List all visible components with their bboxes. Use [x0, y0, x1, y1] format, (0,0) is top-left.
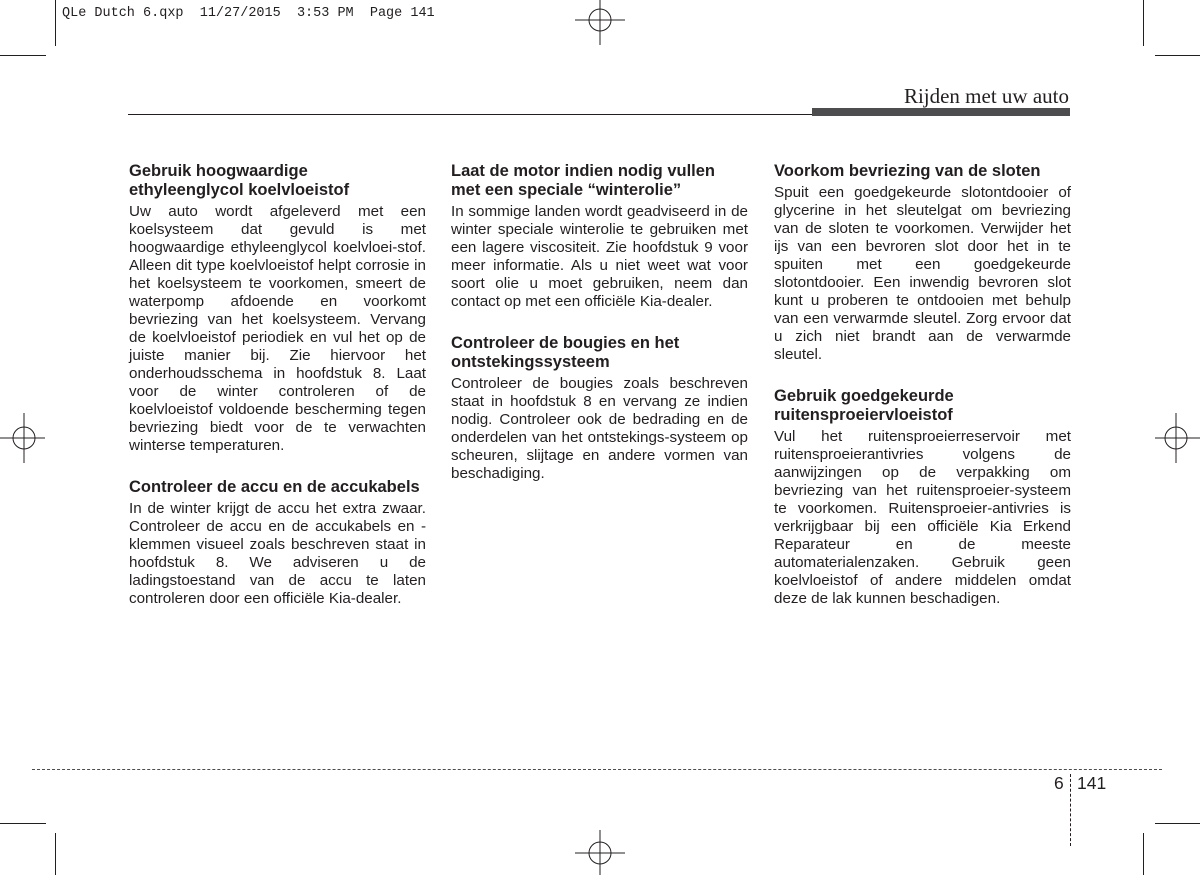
registration-mark-left [0, 413, 45, 463]
footer-rule [32, 769, 1162, 770]
section-heading: Gebruik hoogwaardige ethyleenglycol koelvloeistof [129, 162, 350, 199]
column-2 [451, 162, 748, 506]
print-header: QLe Dutch 6.qxp 11/27/2015 3:53 PM Page 141 [62, 6, 435, 21]
page-number: 141 [1077, 773, 1107, 793]
registration-mark-right [1155, 413, 1200, 463]
section-spark-plugs [451, 334, 748, 483]
chapter-title: Rijden met uw auto [903, 84, 1069, 108]
header-accent-bar [812, 108, 1070, 116]
page-number-divider [1070, 774, 1071, 846]
section-heading: Laat de motor indien nodig vullen met een speciale “winterolie” [451, 162, 716, 199]
registration-mark-bottom [575, 830, 625, 875]
section-body: Vul het ruitensproeierreservoir met ruitensproeierantivries volgens de aanwijzingen op de verpakking om bevriezing van het ruitensproeier-systeem te voorkomen. Ruitensproeier-antivries is verkrijgbaar bij een officiële Kia Erkend Reparateur en de meeste automaterialenzaken. Gebruik geen koelvloeistof of andere middelen omdat deze de lak kunnen beschadigen. [774, 428, 1071, 607]
section-coolant [129, 162, 426, 455]
section-body: Uw auto wordt afgeleverd met een koelsysteem dat gevuld is met hoogwaardige ethyleenglycol koelvloei-stof. Alleen dit type koelvloeistof helpt corrosie in het koelsysteem te voorkomen, smeert de waterpomp afdoende en voorkomt bevriezing van het koelsysteem. Vervang de koelvloeistof periodiek en vul het op de juiste manier bij. Zie hiervoor het onderhoudsschema in hoofdstuk 8. Laat voor de winter controleren of de koelvloeistof voldoende bescherming tegen bevriezing biedt voor de te verwachten winterse temperaturen. [129, 203, 426, 454]
registration-mark-top [575, 0, 625, 45]
section-body: Controleer de bougies zoals beschreven staat in hoofdstuk 8 en vervang ze indien nodig. Controleer ook de bedrading en de onderdelen van het ontstekings-systeem op scheuren, slijtage en andere vormen van beschadiging. [451, 375, 748, 482]
section-heading: Controleer de accu en de accukabels [129, 478, 420, 496]
column-1 [129, 162, 426, 631]
section-heading: Controleer de bougies en het ontstekingssysteem [451, 334, 680, 371]
column-3 [774, 162, 1071, 631]
section-battery [129, 478, 426, 608]
section-locks [774, 162, 1071, 364]
section-winter-oil [451, 162, 748, 311]
section-washer-fluid [774, 387, 1071, 608]
section-heading: Gebruik goedgekeurde ruitensproeiervloeistof [774, 387, 954, 424]
chapter-number: 6 [1054, 773, 1064, 793]
section-body: In de winter krijgt de accu het extra zwaar. Controleer de accu en de accukabels en -klemmen visueel zoals beschreven staat in hoofdstuk 8. We adviseren u de ladingstoestand van de accu te laten controleren door een officiële Kia-dealer. [129, 500, 426, 607]
section-heading: Voorkom bevriezing van de sloten [774, 162, 1041, 180]
section-body: Spuit een goedgekeurde slotontdooier of glycerine in het sleutelgat om bevriezing van de sloten te voorkomen. Verwijder het ijs van een bevroren slot door het in te spuiten met een goedgekeurde slotontdooier. Een inwendig bevroren slot kunt u proberen te ontdooien met behulp van een verwarmde sleutel. Zorg ervoor dat u zich niet brandt aan de verwarmde sleutel. [774, 184, 1071, 363]
section-body: In sommige landen wordt geadviseerd in de winter speciale winterolie te gebruiken met een lagere viscositeit. Zie hoofdstuk 9 voor meer informatie. Als u niet weet wat voor soort olie u moet gebruiken, neem dan contact op met een officiële Kia-dealer. [451, 203, 748, 310]
